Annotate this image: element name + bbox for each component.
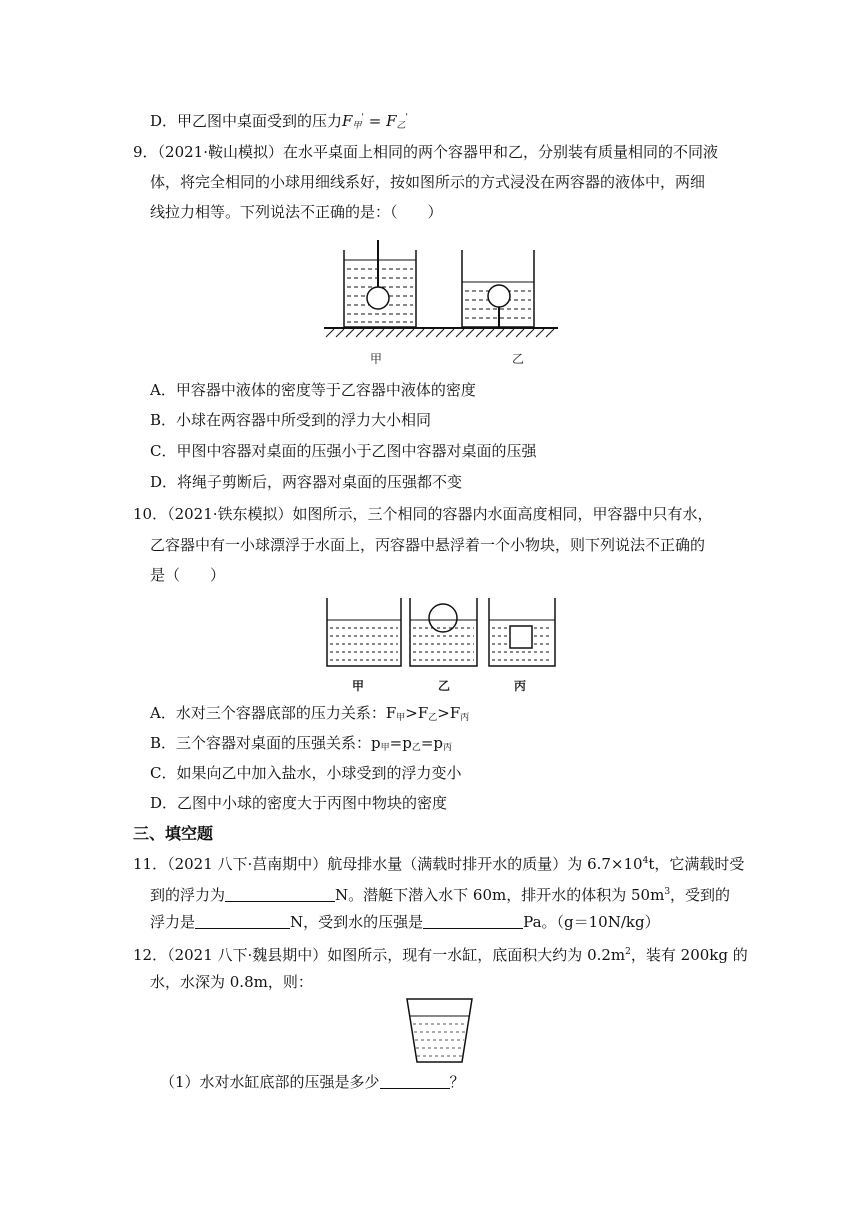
q11-line3-tail: Pa。（g＝10N/kg） — [523, 913, 660, 931]
q8-force-yi: F — [386, 112, 397, 130]
q11-line2 — [150, 881, 730, 906]
q9-fig-label-jia: 甲 — [370, 352, 383, 366]
q8-option-d — [150, 107, 408, 137]
q8-force-jia: F — [342, 112, 353, 130]
q10-a-sub-bing: 丙 — [460, 713, 470, 723]
q11-line2-tail: ，受到的 — [670, 886, 731, 904]
q11-line2-text: 到的浮力为 — [150, 886, 226, 904]
q10-option-c: C．如果向乙中加入盐水，小球受到的浮力变小 — [150, 764, 462, 782]
q8-equals: = — [363, 112, 387, 130]
q12-line1-exponent: 2 — [625, 947, 631, 957]
q11-line3-mid: N，受到水的压强是 — [290, 913, 424, 931]
q12-subquestion-1-text: （1）水对水缸底部的压强是多少 — [160, 1073, 380, 1091]
q10-figure — [324, 596, 558, 696]
q10-b-eq-1: =p — [389, 734, 412, 752]
q11-line3 — [150, 911, 660, 933]
section-fill-in-title: 三、填空题 — [133, 824, 214, 843]
q9-stem-line2: 体，将完全相同的小球用细线系好，按如图所示的方式浸没在两容器的液体中，两细 — [150, 173, 706, 191]
q10-option-d: D．乙图中小球的密度大于丙图中物块的密度 — [150, 794, 448, 812]
q11-blank-3[interactable] — [423, 912, 523, 929]
q9-stem-line3: 线拉力相等。下列说法不正确的是：（ ） — [150, 203, 443, 221]
q10-fig-label-jia: 甲 — [352, 679, 365, 693]
q11-blank-2[interactable] — [195, 912, 290, 929]
q10-b-sub-bing: 丙 — [443, 743, 453, 753]
q11-line3-text: 浮力是 — [150, 913, 196, 931]
q12-subquestion-1-tail: ？ — [449, 1073, 465, 1091]
q11-line1-tail: t，它满载时受 — [648, 855, 745, 873]
q9-fig-label-yi: 乙 — [512, 352, 525, 366]
q10-a-gt-1: >F — [405, 704, 429, 722]
q12-vat-figure — [404, 996, 476, 1066]
q9-option-d: D．将绳子剪断后，两容器对桌面的压强都不变 — [150, 473, 463, 491]
q10-option-a — [150, 702, 469, 729]
q10-a-gt-2: >F — [437, 704, 461, 722]
q11-line1 — [133, 850, 744, 875]
q11-line1-exponent: 4 — [642, 856, 649, 866]
q10-b-eq-2: =p — [420, 734, 444, 752]
q10-fig-label-yi: 乙 — [438, 679, 451, 693]
q12-blank-1[interactable] — [380, 1072, 450, 1089]
q12-line1-text: 12．（2021 八下·魏县期中）如图所示，现有一水缸，底面积大约为 0.2m — [133, 946, 626, 964]
q8-prime-1: ' — [361, 113, 364, 123]
q11-line2-exponent: 3 — [664, 887, 671, 897]
q9-figure — [322, 238, 562, 370]
q10-a-sub-yi: 乙 — [428, 713, 438, 723]
q12-line2: 水，水深为 0.8m，则： — [150, 973, 313, 991]
q9-option-a: A．甲容器中液体的密度等于乙容器中液体的密度 — [150, 381, 476, 399]
q12-line1 — [133, 941, 748, 966]
q10-b-sub-yi: 乙 — [411, 743, 421, 753]
q9-stem-line1: 9．（2021·鞍山模拟）在水平桌面上相同的两个容器甲和乙，分别装有质量相同的不同液 — [133, 143, 718, 161]
q12-line1-tail: ，装有 200kg 的 — [630, 946, 748, 964]
q10-option-b — [150, 732, 452, 759]
q10-option-a-text: A．水对三个容器底部的压力关系：F — [150, 704, 397, 722]
q10-stem-line1: 10．（2021·铁东模拟）如图所示，三个相同的容器内水面高度相同，甲容器中只有水， — [133, 505, 713, 523]
q11-blank-1[interactable] — [225, 885, 335, 902]
q10-stem-line3: 是（ ） — [150, 566, 226, 584]
q9-option-c: C．甲图中容器对桌面的压强小于乙图中容器对桌面的压强 — [150, 442, 537, 460]
q12-subquestion-1 — [160, 1071, 465, 1093]
q11-line1-text: 11．（2021 八下·莒南期中）航母排水量（满载时排开水的质量）为 6.7×10 — [133, 855, 643, 873]
q8-force-jia-sub: 甲 — [352, 121, 362, 131]
q8-force-yi-sub: 乙 — [396, 121, 406, 131]
q8-option-d-text: D．甲乙图中桌面受到的压力 — [150, 112, 343, 130]
q10-stem-line2: 乙容器中有一小球漂浮于水面上，丙容器中悬浮着一个小物块，则下列说法不正确的 — [150, 536, 706, 554]
q10-fig-label-bing: 丙 — [514, 679, 527, 693]
q8-prime-2: ' — [405, 113, 408, 123]
q10-a-sub-jia: 甲 — [396, 713, 406, 723]
q10-option-b-text: B．三个容器对桌面的压强关系：p — [150, 734, 381, 752]
q9-option-b: B．小球在两容器中所受到的浮力大小相同 — [150, 411, 432, 429]
q10-b-sub-jia: 甲 — [380, 743, 390, 753]
q11-line2-mid: N。潜艇下潜入水下 60m，排开水的体积为 50m — [335, 886, 665, 904]
